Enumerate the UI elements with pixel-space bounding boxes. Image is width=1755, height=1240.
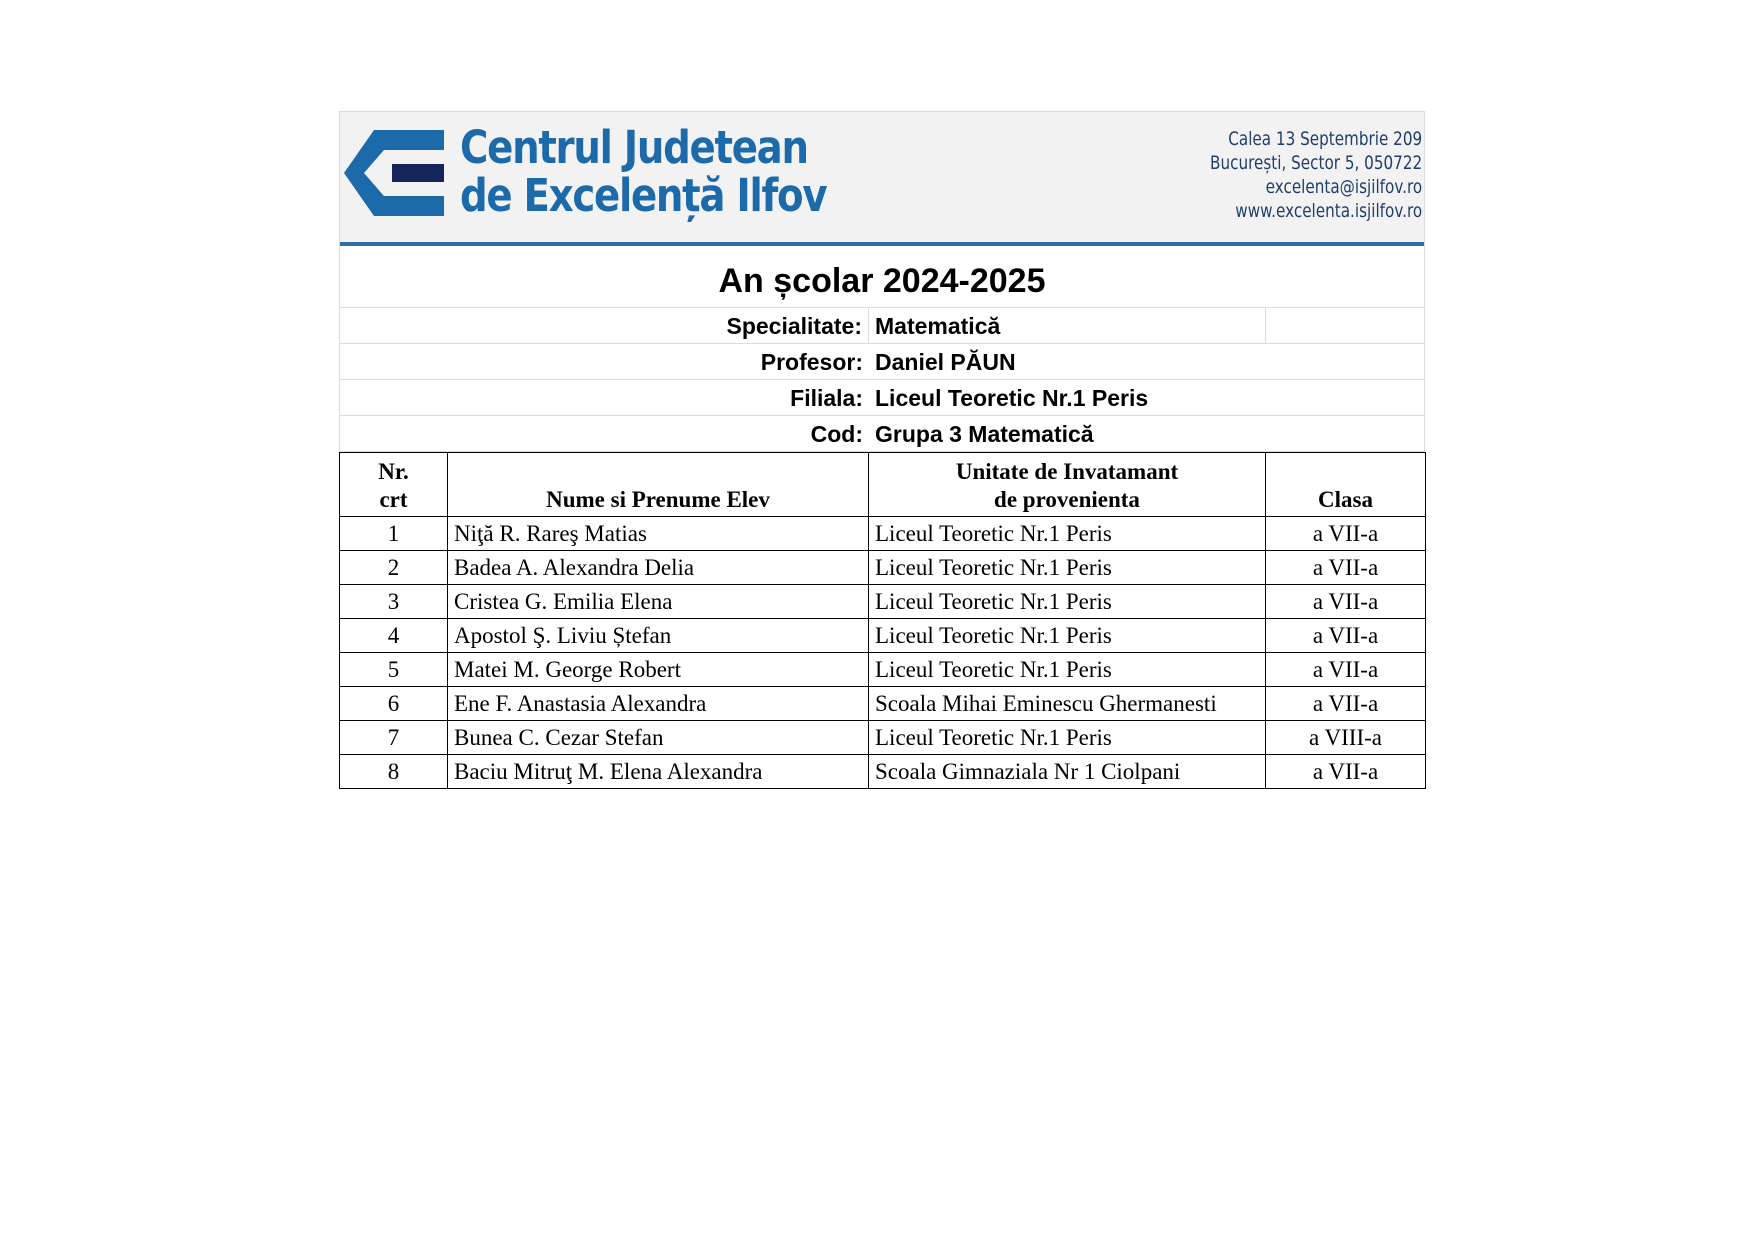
- filiala-label: Filiala:: [790, 385, 863, 411]
- info-row-specialitate: [339, 308, 1425, 344]
- contact-city: București, Sector 5, 050722: [1209, 152, 1422, 174]
- contact-website: www.excelenta.isjilfov.ro: [1235, 200, 1422, 222]
- cell-school: Liceul Teoretic Nr.1 Peris: [869, 517, 1266, 551]
- cell-nr: 6: [340, 687, 448, 721]
- filiala-value: Liceul Teoretic Nr.1 Peris: [875, 385, 1149, 411]
- cell-school: Scoala Gimnaziala Nr 1 Ciolpani: [869, 755, 1266, 789]
- profesor-value: Daniel PĂUN: [875, 349, 1016, 375]
- document-sheet: [339, 111, 1425, 789]
- logo-line-1: Centrul Judetean: [460, 121, 808, 174]
- specialitate-value: Matematică: [869, 308, 1266, 343]
- specialitate-label: Specialitate:: [340, 308, 869, 343]
- cell-name: Apostol Ş. Liviu Ștefan: [448, 619, 869, 653]
- logo-wordmark: [460, 121, 827, 222]
- cell-school: Liceul Teoretic Nr.1 Peris: [869, 551, 1266, 585]
- page-title: An școlar 2024-2025: [339, 246, 1425, 308]
- specialitate-empty-cell: [1266, 308, 1424, 343]
- table-row: [340, 687, 1426, 721]
- table-row: [340, 551, 1426, 585]
- cell-school: Liceul Teoretic Nr.1 Peris: [869, 585, 1266, 619]
- cell-class: a VII-a: [1266, 585, 1426, 619]
- cod-label: Cod:: [810, 421, 863, 447]
- info-row-profesor: [339, 344, 1425, 380]
- table-row: [340, 721, 1426, 755]
- header-class: Clasa: [1266, 453, 1426, 517]
- cell-name: Cristea G. Emilia Elena: [448, 585, 869, 619]
- table-row: [340, 619, 1426, 653]
- cell-class: a VII-a: [1266, 551, 1426, 585]
- table-header-row: [340, 453, 1426, 517]
- info-row-cod: [339, 416, 1425, 452]
- header-banner: [339, 111, 1425, 246]
- cell-nr: 3: [340, 585, 448, 619]
- header-student-name: Nume si Prenume Elev: [448, 453, 869, 517]
- cell-nr: 1: [340, 517, 448, 551]
- cell-nr: 8: [340, 755, 448, 789]
- cell-name: Badea A. Alexandra Delia: [448, 551, 869, 585]
- cell-class: a VII-a: [1266, 517, 1426, 551]
- table-row: [340, 755, 1426, 789]
- table-row: [340, 653, 1426, 687]
- cell-school: Scoala Mihai Eminescu Ghermanesti: [869, 687, 1266, 721]
- cell-nr: 7: [340, 721, 448, 755]
- cod-value: Grupa 3 Matematică: [875, 421, 1094, 447]
- cell-nr: 4: [340, 619, 448, 653]
- cje-logo-icon: [344, 126, 449, 220]
- cell-nr: 2: [340, 551, 448, 585]
- cell-school: Liceul Teoretic Nr.1 Peris: [869, 721, 1266, 755]
- cell-name: Baciu Mitruţ M. Elena Alexandra: [448, 755, 869, 789]
- cell-name: Matei M. George Robert: [448, 653, 869, 687]
- cell-name: Niţă R. Rareş Matias: [448, 517, 869, 551]
- cell-nr: 5: [340, 653, 448, 687]
- contact-address: Calea 13 Septembrie 209: [1228, 128, 1422, 150]
- cell-class: a VII-a: [1266, 619, 1426, 653]
- cell-school: Liceul Teoretic Nr.1 Peris: [869, 619, 1266, 653]
- cell-name: Ene F. Anastasia Alexandra: [448, 687, 869, 721]
- contact-block: [1210, 127, 1422, 223]
- cell-class: a VII-a: [1266, 687, 1426, 721]
- table-row: [340, 517, 1426, 551]
- header-school: Unitate de Invatamant de provenienta: [869, 453, 1266, 517]
- header-divider: [340, 242, 1424, 246]
- profesor-label: Profesor:: [760, 349, 863, 375]
- cell-class: a VII-a: [1266, 653, 1426, 687]
- students-table: [339, 452, 1426, 789]
- info-row-filiala: [339, 380, 1425, 416]
- cell-class: a VIII-a: [1266, 721, 1426, 755]
- contact-email: excelenta@isjilfov.ro: [1265, 176, 1422, 198]
- cell-name: Bunea C. Cezar Stefan: [448, 721, 869, 755]
- cell-school: Liceul Teoretic Nr.1 Peris: [869, 653, 1266, 687]
- cell-class: a VII-a: [1266, 755, 1426, 789]
- header-nr-crt: Nr. crt: [340, 453, 448, 517]
- table-row: [340, 585, 1426, 619]
- logo-line-2: de Excelență Ilfov: [460, 169, 827, 222]
